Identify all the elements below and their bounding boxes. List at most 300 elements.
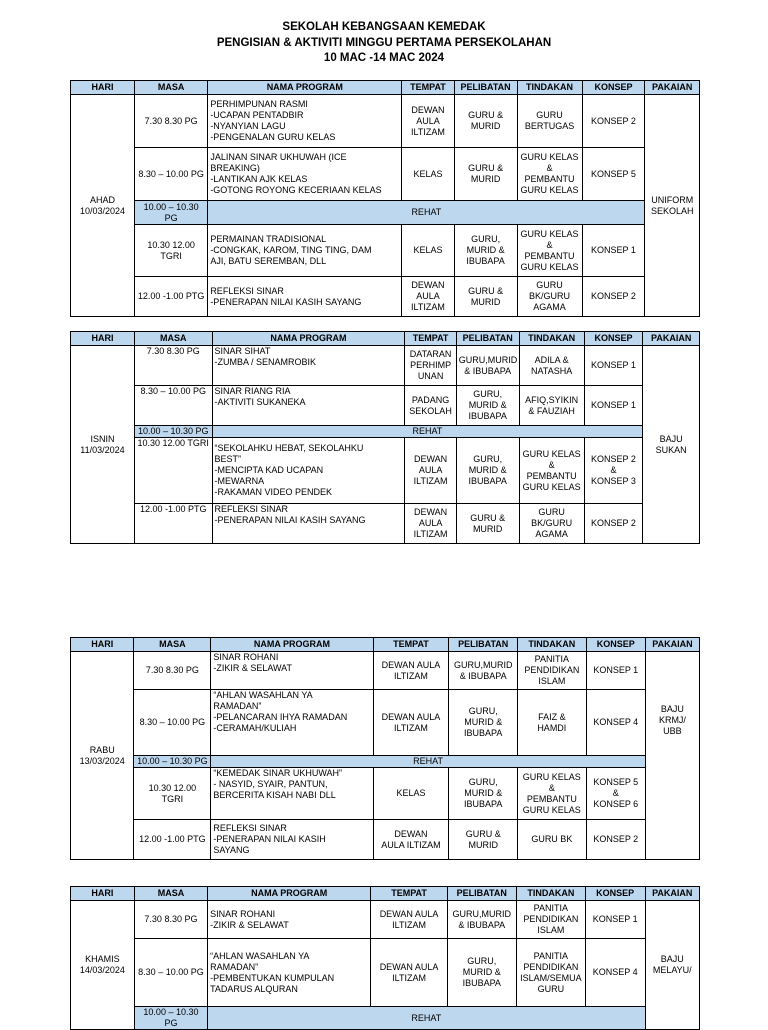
time-line: 7.30 8.30 PG — [144, 914, 198, 924]
konsep-line: & — [612, 788, 619, 798]
attire-line: MELAYU/ — [652, 965, 692, 975]
pelibatan-line: IBUBAPA — [468, 411, 507, 421]
column-header-pakaian: PAKAIAN — [645, 81, 700, 95]
day-cell — [71, 901, 135, 1030]
column-header-pelibatan: PELIBATAN — [449, 638, 518, 652]
program-line: -ZIKIR & SELAWAT — [213, 663, 293, 673]
pelibatan-line: MURID — [470, 296, 501, 307]
program-line: TADARUS ALQURAN — [210, 983, 298, 994]
time-cell — [134, 95, 207, 148]
time-cell — [134, 768, 211, 820]
time-line: 12.00 -1.00 PTG — [139, 834, 206, 844]
column-header-konsep: KONSEP — [584, 332, 643, 346]
time-cell — [134, 939, 207, 1007]
column-header-konsep: KONSEP — [586, 638, 645, 652]
program-cell — [212, 386, 405, 426]
tindakan-cell — [518, 820, 587, 860]
time-line: 7.30 8.30 PG — [144, 115, 198, 126]
konsep-cell — [582, 148, 645, 201]
pelibatan-line: MURID — [472, 523, 503, 534]
pelibatan-line: MURID — [468, 839, 498, 850]
tindakan-line: BK/GURU — [529, 291, 571, 301]
program-line: -LANTIKAN AJK KELAS — [210, 174, 308, 184]
pelibatan-line: IBUBAPA — [468, 476, 507, 486]
tempat-line: ILTIZAM — [413, 529, 448, 539]
column-header-masa: MASA — [134, 81, 207, 95]
tempat-cell — [371, 939, 447, 1007]
schedule-table-isnin — [70, 331, 700, 544]
tempat-line: DEWAN AULA — [381, 659, 441, 670]
program-line: -PENGENALAN GURU KELAS — [210, 132, 336, 142]
program-line: SINAR RIANG RIA — [214, 386, 291, 396]
tempat-line: AULA ILTIZAM — [381, 839, 441, 850]
program-line: PERMAINAN TRADISIONAL — [210, 234, 327, 244]
tindakan-line: & — [548, 782, 555, 793]
program-line: SINAR ROHANI — [213, 652, 279, 662]
konsep-cell — [584, 346, 643, 386]
table-row — [71, 277, 700, 317]
tempat-line: ILTIZAM — [392, 972, 426, 983]
tempat-line: PADANG — [411, 394, 450, 405]
konsep-cell — [586, 652, 645, 690]
tindakan-line: HAMDI — [537, 722, 567, 733]
tindakan-cell — [517, 225, 582, 277]
tindakan-cell — [518, 652, 587, 690]
tindakan-line: GURU KELAS — [522, 804, 581, 815]
table-row — [71, 939, 700, 1007]
time-cell — [134, 652, 211, 690]
tempat-line: KELAS — [413, 245, 443, 255]
tindakan-line: GURU KELAS — [522, 448, 581, 459]
program-line: - NASYID, SYAIR, PANTUN, — [213, 779, 328, 789]
tindakan-line: & — [546, 239, 553, 250]
program-line: -PENERAPAN NILAI KASIH — [213, 834, 326, 844]
rehat-row — [71, 426, 700, 438]
tindakan-line: PEMBANTU — [526, 470, 577, 481]
tempat-line: DEWAN — [394, 828, 428, 839]
pelibatan-cell — [447, 939, 516, 1007]
tindakan-cell — [518, 768, 587, 820]
pelibatan-line: GURU,MURID — [458, 354, 518, 365]
tempat-line: AULA — [416, 291, 440, 301]
schedule-table-khamis — [70, 886, 700, 1030]
document-subtitle: PENGISIAN & AKTIVITI MINGGU PERTAMA PERSEKOLAHAN — [216, 36, 552, 49]
time-cell — [134, 1007, 207, 1030]
tindakan-line: GURU KELAS — [520, 261, 579, 272]
konsep-line: KONSEP 2 — [591, 291, 636, 301]
tempat-line: DEWAN — [413, 454, 448, 464]
tindakan-line: PEMBANTU — [526, 793, 577, 804]
table-row — [71, 438, 700, 504]
program-line: “SEKOLAHKU HEBAT, SEKOLAHKU — [214, 443, 364, 453]
day-line: KHAMIS — [85, 954, 120, 964]
day-line: 10/03/2024 — [79, 205, 125, 216]
tindakan-cell — [519, 386, 584, 426]
column-header-masa: MASA — [134, 887, 207, 901]
program-line: SINAR ROHANI — [210, 908, 276, 919]
pelibatan-line: IBUBAPA — [464, 799, 503, 809]
pelibatan-line: GURU, — [473, 389, 503, 399]
tempat-cell — [405, 504, 456, 544]
konsep-cell — [582, 277, 645, 317]
program-line: REFLEKSI SINAR — [210, 285, 284, 296]
column-header-pelibatan: PELIBATAN — [456, 332, 519, 346]
pelibatan-cell — [449, 690, 518, 756]
tindakan-cell — [518, 690, 587, 756]
header-row — [71, 332, 700, 346]
program-line: BEST” — [214, 454, 242, 464]
program-line: “AHLAN WASAHLAN YA — [213, 690, 313, 700]
pelibatan-line: IBUBAPA — [464, 728, 503, 738]
time-line: 10.00 – 10.30 — [143, 1007, 199, 1017]
rehat-label: REHAT — [208, 1007, 645, 1030]
program-line: -PENERAPAN NILAI KASIH SAYANG — [210, 296, 362, 307]
attire-line: KRMJ/ — [658, 715, 686, 725]
column-header-program: NAMA PROGRAM — [211, 638, 373, 652]
time-cell — [134, 438, 212, 504]
time-line: 10.00 – 10.30 PG — [137, 426, 209, 436]
time-cell — [134, 277, 207, 317]
table-row — [71, 504, 700, 544]
column-header-program: NAMA PROGRAM — [208, 887, 371, 901]
column-header-tempat: TEMPAT — [405, 332, 456, 346]
column-header-hari: HARI — [71, 81, 135, 95]
tempat-line: KELAS — [413, 168, 443, 179]
program-line: RAMADAN” — [210, 961, 259, 972]
program-line: -ZIKIR & SELAWAT — [210, 919, 289, 930]
tempat-line: AULA — [416, 115, 440, 126]
table-row — [71, 768, 700, 820]
program-line: -AKTIVITI SUKANEKA — [214, 397, 306, 407]
tempat-line: PERHIMP — [410, 360, 452, 370]
rehat-label: REHAT — [211, 756, 646, 768]
tindakan-cell — [517, 148, 582, 201]
konsep-line: KONSEP 6 — [593, 799, 639, 809]
program-line: -NYANYIAN LAGU — [210, 121, 286, 131]
column-header-tindakan: TINDAKAN — [516, 887, 585, 901]
tempat-line: DEWAN AULA — [381, 711, 441, 722]
time-line: 12.00 -1.00 PTG — [137, 291, 205, 301]
column-header-pakaian: PAKAIAN — [645, 638, 699, 652]
program-line: AJI, BATU SEREMBAN, DLL — [210, 256, 327, 266]
konsep-line: KONSEP 1 — [592, 914, 638, 924]
tempat-line: KELAS — [396, 788, 426, 798]
program-line: BREAKING) — [210, 163, 260, 173]
attire-cell — [643, 346, 700, 544]
column-header-pakaian: PAKAIAN — [645, 887, 700, 901]
day-line: ISNIN — [90, 433, 115, 444]
tindakan-line: & FAUZIAH — [528, 405, 575, 416]
konsep-line: KONSEP 1 — [591, 245, 636, 255]
pelibatan-line: GURU, — [471, 234, 501, 244]
tindakan-cell — [519, 438, 584, 504]
pelibatan-line: GURU & — [465, 828, 501, 839]
pelibatan-line: GURU & — [468, 163, 504, 173]
attire-line: BAJU — [660, 954, 684, 964]
tempat-cell — [373, 820, 449, 860]
day-line: 13/03/2024 — [79, 755, 125, 766]
tempat-line: ILTIZAM — [394, 722, 428, 733]
konsep-line: KONSEP 2 — [593, 834, 639, 844]
program-line: RAMADAN” — [213, 701, 262, 711]
program-line: -CERAMAH/KULIAH — [213, 723, 297, 733]
tindakan-line: AGAMA — [533, 302, 566, 312]
rehat-row — [71, 756, 700, 768]
attire-line: SUKAN — [655, 444, 687, 455]
tindakan-line: NATASHA — [531, 365, 573, 376]
konsep-cell — [582, 225, 645, 277]
column-header-konsep: KONSEP — [582, 81, 645, 95]
tempat-line: ILTIZAM — [411, 302, 445, 312]
pelibatan-cell — [449, 820, 518, 860]
time-line: 10.00 – 10.30 — [143, 201, 199, 212]
konsep-line: KONSEP 4 — [593, 717, 639, 727]
konsep-cell — [586, 690, 645, 756]
tindakan-line: ADILA & — [534, 354, 569, 365]
time-cell — [134, 901, 207, 939]
tindakan-line: & — [548, 459, 555, 470]
program-line: SAYANG — [213, 845, 250, 855]
rehat-row — [71, 201, 700, 225]
pelibatan-cell — [454, 148, 517, 201]
pelibatan-line: & IBUBAPA — [458, 919, 506, 930]
tindakan-cell — [519, 346, 584, 386]
tempat-cell — [402, 225, 454, 277]
program-cell — [212, 346, 405, 386]
tindakan-cell — [517, 277, 582, 317]
program-cell — [208, 939, 371, 1007]
pelibatan-cell — [456, 504, 519, 544]
pelibatan-line: MURID & — [464, 717, 503, 727]
konsep-line: KONSEP 1 — [591, 400, 636, 410]
tempat-cell — [371, 901, 447, 939]
pelibatan-line: GURU & — [468, 285, 504, 296]
konsep-line: KONSEP 1 — [591, 360, 636, 370]
program-line: SINAR SIHAT — [214, 346, 271, 356]
program-line: “AHLAN WASAHLAN YA — [210, 950, 310, 961]
time-line: PG — [164, 1018, 178, 1028]
tindakan-line: PENDIDIKAN — [524, 665, 580, 675]
tempat-line: SEKOLAH — [409, 405, 452, 416]
table-row — [71, 95, 700, 148]
time-cell — [134, 426, 212, 438]
time-cell — [134, 201, 207, 225]
day-cell — [71, 95, 135, 317]
time-line: 8.30 – 10.00 PG — [140, 386, 206, 396]
konsep-line: KONSEP 3 — [591, 476, 636, 486]
pelibatan-line: MURID — [470, 174, 501, 184]
tindakan-line: AFIQ,SYIKIN — [525, 394, 579, 405]
tindakan-cell — [516, 901, 585, 939]
pelibatan-cell — [454, 225, 517, 277]
column-header-pelibatan: PELIBATAN — [447, 887, 516, 901]
attire-cell — [645, 901, 700, 1030]
tindakan-line: BK/GURU — [531, 518, 573, 528]
tempat-cell — [373, 652, 449, 690]
tindakan-line: PANITIA — [533, 950, 568, 961]
pelibatan-line: & IBUBAPA — [464, 365, 512, 376]
pelibatan-cell — [456, 438, 519, 504]
tindakan-line: PENDIDIKAN — [523, 961, 579, 972]
konsep-line: KONSEP 2 — [591, 454, 636, 464]
column-header-tempat: TEMPAT — [373, 638, 449, 652]
tindakan-line: GURU KELAS — [520, 152, 579, 162]
tempat-line: DEWAN — [411, 280, 445, 290]
program-cell — [211, 652, 373, 690]
program-line: REFLEKSI SINAR — [213, 823, 287, 833]
header-row — [71, 887, 700, 901]
pelibatan-cell — [449, 652, 518, 690]
time-line: PG — [164, 212, 178, 223]
pelibatan-line: IBUBAPA — [466, 256, 505, 266]
time-line: 7.30 8.30 PG — [145, 665, 199, 675]
table-row — [71, 225, 700, 277]
column-header-tempat: TEMPAT — [402, 81, 454, 95]
time-cell — [134, 386, 212, 426]
attire-line: SEKOLAH — [650, 205, 694, 216]
attire-line: UBB — [663, 726, 682, 736]
tempat-line: DEWAN AULA — [379, 961, 439, 972]
program-line: -PELANCARAN IHYA RAMADAN — [213, 712, 348, 722]
attire-line: BAJU — [660, 704, 684, 714]
konsep-cell — [586, 820, 645, 860]
program-line: PERHIMPUNAN RASMI — [210, 99, 308, 109]
tindakan-line: GURU — [536, 280, 563, 290]
program-line: BERCERITA KISAH NABI DLL — [213, 790, 336, 800]
tempat-line: ILTIZAM — [413, 476, 448, 486]
day-cell — [71, 652, 134, 860]
time-line: 8.30 – 10.00 PG — [138, 967, 204, 977]
pelibatan-cell — [456, 386, 519, 426]
table-row — [71, 346, 700, 386]
tindakan-line: BERTUGAS — [524, 121, 575, 131]
column-header-tindakan: TINDAKAN — [519, 332, 584, 346]
day-line: AHAD — [89, 194, 115, 205]
program-line: -GOTONG ROYONG KECERIAAN KELAS — [210, 185, 382, 195]
time-cell — [134, 346, 212, 386]
time-line: 10.00 – 10.30 PG — [137, 756, 208, 766]
table-row — [71, 690, 700, 756]
program-line: -CONGKAK, KAROM, TING TING, DAM — [210, 245, 372, 255]
tempat-line: ILTIZAM — [394, 670, 428, 681]
tindakan-line: GURU KELAS — [520, 228, 579, 239]
tindakan-line: PENDIDIKAN — [523, 914, 579, 924]
table-row — [71, 148, 700, 201]
table-row — [71, 386, 700, 426]
program-line: -MEWARNA — [214, 476, 265, 486]
tindakan-line: AGAMA — [535, 529, 568, 539]
konsep-cell — [585, 939, 645, 1007]
pelibatan-line: GURU,MURID — [453, 659, 513, 670]
program-cell — [212, 438, 405, 504]
pelibatan-cell — [454, 95, 517, 148]
pelibatan-line: GURU & — [470, 512, 506, 523]
tempat-line: ILTIZAM — [392, 919, 426, 930]
column-header-pelibatan: PELIBATAN — [454, 81, 517, 95]
konsep-cell — [584, 386, 643, 426]
pelibatan-cell — [454, 277, 517, 317]
program-line: -ZUMBA / SENAMROBIK — [214, 357, 317, 367]
tempat-line: DEWAN — [413, 507, 448, 517]
konsep-line: KONSEP 5 — [593, 777, 639, 787]
pelibatan-cell — [456, 346, 519, 386]
tempat-line: AULA — [418, 465, 443, 475]
column-header-masa: MASA — [134, 332, 212, 346]
program-line: -RAKAMAN VIDEO PENDEK — [214, 487, 333, 497]
konsep-line: KONSEP 2 — [591, 115, 636, 126]
column-header-tindakan: TINDAKAN — [517, 81, 582, 95]
header-row — [71, 638, 700, 652]
pelibatan-line: GURU, — [467, 956, 497, 966]
pelibatan-line: MURID & — [468, 400, 507, 410]
tempat-cell — [373, 690, 449, 756]
tempat-line: UNAN — [417, 371, 444, 381]
time-cell — [134, 820, 211, 860]
konsep-line: KONSEP 1 — [593, 665, 639, 675]
tindakan-line: GURU — [537, 983, 565, 994]
day-line: 11/03/2024 — [80, 444, 125, 455]
tempat-line: AULA — [418, 518, 443, 528]
tempat-line: DEWAN — [411, 104, 445, 115]
column-header-program: NAMA PROGRAM — [212, 332, 405, 346]
time-line: 10.30 12.00 — [148, 782, 197, 793]
konsep-cell — [584, 438, 643, 504]
time-cell — [134, 690, 211, 756]
program-cell — [212, 504, 405, 544]
tempat-cell — [405, 346, 456, 386]
rehat-row — [71, 1007, 700, 1030]
program-line: JALINAN SINAR UKHUWAH (ICE — [210, 152, 347, 162]
konsep-cell — [584, 504, 643, 544]
column-header-konsep: KONSEP — [585, 887, 645, 901]
tempat-cell — [405, 438, 456, 504]
tindakan-line: PEMBANTU — [524, 174, 575, 184]
tindakan-line: GURU — [536, 110, 563, 120]
pelibatan-line: MURID & — [462, 967, 501, 977]
column-header-tindakan: TINDAKAN — [518, 638, 587, 652]
pelibatan-line: GURU, — [468, 777, 498, 787]
tempat-cell — [405, 386, 456, 426]
table-row — [71, 901, 700, 939]
time-cell — [134, 504, 212, 544]
time-line: TGRI — [161, 793, 184, 804]
program-line: REFLEKSI SINAR — [214, 504, 289, 514]
pelibatan-line: MURID & — [468, 465, 507, 475]
program-line: “KEMEDAK SINAR UKHUWAH” — [213, 768, 343, 778]
tindakan-line: ISLAM/SEMUA — [520, 972, 582, 983]
tempat-cell — [402, 95, 454, 148]
tindakan-line: FAIZ & — [538, 711, 566, 722]
program-cell — [208, 148, 402, 201]
pelibatan-line: IBUBAPA — [462, 978, 501, 988]
pelibatan-line: GURU, — [473, 454, 503, 464]
tindakan-cell — [517, 95, 582, 148]
tindakan-line: ISLAM — [537, 925, 565, 935]
column-header-hari: HARI — [71, 638, 134, 652]
column-header-hari: HARI — [71, 332, 135, 346]
tempat-line: ILTIZAM — [411, 126, 445, 137]
program-line: -PEMBENTUKAN KUMPULAN — [210, 972, 335, 983]
tindakan-line: PANITIA — [534, 654, 569, 664]
time-cell — [134, 225, 207, 277]
tindakan-line: ISLAM — [538, 676, 566, 686]
program-line: -PENERAPAN NILAI KASIH SAYANG — [214, 515, 366, 525]
program-line: -MENCIPTA KAD UCAPAN — [214, 465, 324, 475]
pelibatan-line: GURU & — [468, 110, 504, 120]
header-row — [71, 81, 700, 95]
pelibatan-line: & IBUBAPA — [459, 670, 507, 681]
program-line: -UCAPAN PENTADBIR — [210, 110, 304, 120]
